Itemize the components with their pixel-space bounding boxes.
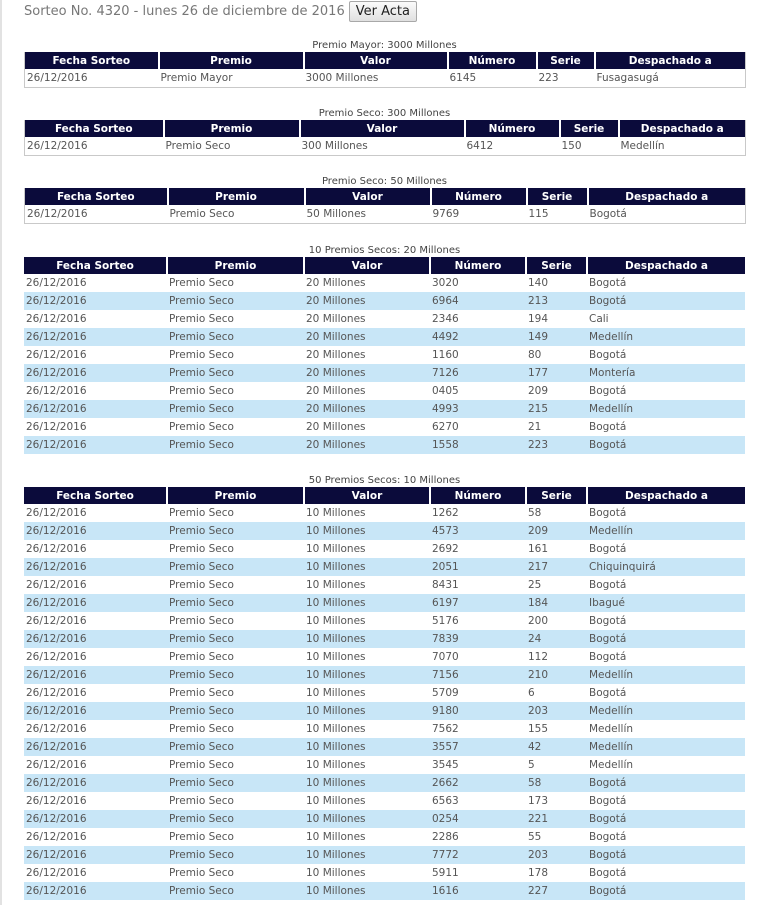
- table-cell: Bogotá: [587, 810, 745, 828]
- column-header: Premio: [159, 52, 304, 69]
- table-cell: 26/12/2016: [24, 810, 167, 828]
- table-cell: 10 Millones: [306, 579, 366, 591]
- table-row: [24, 882, 745, 900]
- table-row: [24, 558, 745, 576]
- table-row: [24, 540, 745, 558]
- table-cell: 2692: [432, 543, 459, 555]
- table-cell: 26/12/2016: [26, 543, 87, 555]
- table-cell: Premio Seco: [169, 421, 234, 433]
- prize-table: [24, 52, 746, 88]
- table-cell: 26/12/2016: [24, 666, 167, 684]
- column-header: Valor: [304, 52, 448, 69]
- table-cell: Premio Seco: [167, 630, 304, 648]
- table-cell: Premio Seco: [169, 759, 234, 771]
- table-row: [24, 310, 745, 328]
- table-cell: 2346: [432, 313, 459, 325]
- prize-table: [24, 188, 746, 224]
- table-row: [24, 274, 745, 292]
- table-cell: Bogotá: [589, 615, 627, 627]
- table-cell: 3020: [432, 277, 459, 289]
- table-row: [24, 292, 745, 310]
- table-row: [24, 436, 745, 454]
- table-cell: 1262: [432, 507, 459, 519]
- table-cell: 2662: [430, 774, 526, 792]
- table-cell: 1616: [430, 882, 526, 900]
- table-cell: 10 Millones: [306, 615, 366, 627]
- table-cell: 7070: [432, 651, 459, 663]
- table-cell: 20 Millones: [304, 400, 430, 418]
- table-cell: 26/12/2016: [24, 558, 167, 576]
- table-cell: Premio Seco: [169, 651, 234, 663]
- table-cell: Premio Seco: [167, 810, 304, 828]
- column-header: Serie: [537, 52, 595, 69]
- prize-section: [24, 175, 745, 224]
- table-cell: 6145: [449, 72, 477, 84]
- table-cell: 210: [526, 666, 587, 684]
- table-cell: 10 Millones: [304, 846, 430, 864]
- page-left-border: [0, 0, 2, 905]
- column-header: Valor: [304, 487, 430, 504]
- table-cell: 26/12/2016: [26, 507, 87, 519]
- section-caption: Premio Mayor: 3000 Millones: [312, 40, 457, 51]
- table-cell: Medellín: [587, 328, 745, 346]
- table-cell: 26/12/2016: [24, 522, 167, 540]
- table-cell: Bogotá: [587, 774, 745, 792]
- table-cell: 26/12/2016: [26, 421, 87, 433]
- table-row: [24, 774, 745, 792]
- table-cell: 26/12/2016: [24, 630, 167, 648]
- table-row: [24, 522, 745, 540]
- table-cell: 10 Millones: [306, 687, 366, 699]
- table-cell: 5709: [432, 687, 459, 699]
- table-cell: 25: [528, 579, 542, 591]
- table-cell: 58: [528, 507, 542, 519]
- table-row: [24, 418, 745, 436]
- column-header: Número: [431, 188, 527, 205]
- table-cell: 184: [526, 594, 587, 612]
- table-cell: 20 Millones: [306, 385, 366, 397]
- table-cell: Premio Seco: [169, 313, 234, 325]
- table-cell: 3557: [430, 738, 526, 756]
- table-cell: Premio Seco: [169, 543, 234, 555]
- table-cell: 209: [528, 385, 549, 397]
- prize-section: [24, 39, 745, 88]
- table-row: [24, 792, 745, 810]
- column-header: Despachado a: [588, 188, 746, 205]
- column-header: Fecha Sorteo: [25, 188, 168, 205]
- table-cell: Premio Seco: [167, 666, 304, 684]
- column-header: Premio: [168, 188, 305, 205]
- table-row: [24, 666, 745, 684]
- table-cell: 217: [526, 558, 587, 576]
- column-header: Fecha Sorteo: [25, 120, 164, 137]
- table-cell: 10 Millones: [304, 666, 430, 684]
- table-cell: Medellín: [587, 738, 745, 756]
- table-cell: Premio Seco: [169, 831, 234, 843]
- table-cell: Montería: [587, 364, 745, 382]
- table-row: [24, 612, 745, 630]
- table-cell: Premio Seco: [169, 277, 234, 289]
- table-row: [24, 382, 745, 400]
- draw-header: [24, 0, 417, 22]
- table-cell: 10 Millones: [306, 651, 366, 663]
- table-cell: Medellín: [589, 759, 634, 771]
- table-cell: Medellín: [587, 522, 745, 540]
- table-cell: Premio Seco: [169, 867, 234, 879]
- table-cell: 115: [528, 208, 549, 220]
- table-cell: 10 Millones: [306, 543, 366, 555]
- table-cell: Premio Seco: [165, 140, 231, 152]
- table-cell: 1160: [432, 349, 459, 361]
- table-cell: 26/12/2016: [24, 738, 167, 756]
- table-cell: 10 Millones: [304, 702, 430, 720]
- column-header: Serie: [527, 188, 588, 205]
- table-cell: Bogotá: [589, 208, 627, 220]
- table-cell: Premio Seco: [169, 385, 234, 397]
- table-cell: 80: [528, 349, 542, 361]
- table-cell: 26/12/2016: [24, 702, 167, 720]
- table-row: [24, 346, 745, 364]
- table-cell: 20 Millones: [304, 292, 430, 310]
- table-cell: 6: [528, 687, 535, 699]
- table-cell: 6412: [466, 140, 494, 152]
- table-cell: 20 Millones: [306, 421, 366, 433]
- table-row: [24, 828, 745, 846]
- table-row: [24, 364, 745, 382]
- table-row: [25, 205, 746, 224]
- ver-acta-button[interactable]: Ver Acta: [349, 1, 417, 22]
- prize-section: [24, 107, 745, 156]
- table-cell: Bogotá: [589, 277, 627, 289]
- table-cell: Premio Seco: [167, 738, 304, 756]
- table-cell: 8431: [432, 579, 459, 591]
- table-cell: 10 Millones: [304, 630, 430, 648]
- table-row: [24, 702, 745, 720]
- table-cell: 4573: [430, 522, 526, 540]
- table-row: [24, 328, 745, 346]
- table-cell: Premio Seco: [169, 687, 234, 699]
- table-cell: 2051: [430, 558, 526, 576]
- table-cell: 50 Millones: [306, 208, 367, 220]
- section-caption: 50 Premios Secos: 10 Millones: [308, 475, 461, 486]
- table-cell: Bogotá: [589, 795, 627, 807]
- table-cell: 7126: [430, 364, 526, 382]
- table-cell: 6270: [432, 421, 459, 433]
- column-header: Valor: [305, 188, 431, 205]
- table-cell: Premio Seco: [167, 292, 304, 310]
- table-cell: 3545: [432, 759, 459, 771]
- table-cell: Premio Seco: [167, 774, 304, 792]
- table-cell: 203: [526, 846, 587, 864]
- table-cell: 10 Millones: [306, 867, 366, 879]
- table-cell: 5176: [432, 615, 459, 627]
- column-header: Despachado a: [619, 120, 746, 137]
- table-cell: 20 Millones: [306, 313, 366, 325]
- table-cell: Premio Seco: [169, 579, 234, 591]
- table-cell: 26/12/2016: [26, 385, 87, 397]
- table-cell: Bogotá: [589, 867, 627, 879]
- table-cell: 26/12/2016: [24, 436, 167, 454]
- table-cell: Premio Seco: [169, 615, 234, 627]
- table-cell: 215: [526, 400, 587, 418]
- section-caption: Premio Seco: 300 Millones: [318, 108, 451, 119]
- table-cell: 3000 Millones: [305, 72, 379, 84]
- table-cell: 223: [538, 72, 559, 84]
- table-cell: 26/12/2016: [24, 364, 167, 382]
- table-row: [24, 756, 745, 774]
- table-cell: Bogotá: [587, 882, 745, 900]
- table-cell: Medellín: [620, 140, 665, 152]
- table-cell: 26/12/2016: [26, 759, 87, 771]
- table-cell: 0254: [430, 810, 526, 828]
- table-row: [24, 846, 745, 864]
- table-cell: Premio Seco: [169, 795, 234, 807]
- table-cell: 10 Millones: [306, 723, 366, 735]
- table-cell: 10 Millones: [304, 558, 430, 576]
- table-cell: 26/12/2016: [24, 292, 167, 310]
- table-cell: 0405: [432, 385, 459, 397]
- column-header: Despachado a: [595, 52, 746, 69]
- table-cell: 26/12/2016: [26, 831, 87, 843]
- table-cell: 42: [526, 738, 587, 756]
- table-header-row: [25, 52, 746, 69]
- table-row: [24, 864, 745, 882]
- table-cell: 10 Millones: [304, 774, 430, 792]
- column-header: Número: [448, 52, 537, 69]
- column-header: Premio: [164, 120, 300, 137]
- table-cell: Bogotá: [589, 507, 627, 519]
- table-cell: Premio Seco: [167, 882, 304, 900]
- table-cell: 1558: [430, 436, 526, 454]
- column-header: Despachado a: [587, 257, 745, 274]
- draw-title: Sorteo No. 4320 - lunes 26 de diciembre de 2016: [24, 3, 345, 19]
- table-cell: 112: [528, 651, 549, 663]
- table-cell: Premio Seco: [167, 594, 304, 612]
- table-header-row: [24, 487, 745, 504]
- table-cell: 55: [528, 831, 542, 843]
- column-header: Número: [465, 120, 560, 137]
- table-row: [24, 594, 745, 612]
- table-cell: Bogotá: [587, 846, 745, 864]
- table-cell: 10 Millones: [306, 795, 366, 807]
- table-cell: 194: [528, 313, 549, 325]
- table-cell: 7562: [432, 723, 459, 735]
- table-cell: 5: [528, 759, 535, 771]
- column-header: Despachado a: [587, 487, 745, 504]
- table-cell: Medellín: [589, 723, 634, 735]
- table-cell: 4492: [430, 328, 526, 346]
- table-cell: 26/12/2016: [24, 846, 167, 864]
- table-cell: 20 Millones: [304, 364, 430, 382]
- table-cell: 10 Millones: [304, 522, 430, 540]
- table-cell: Premio Seco: [167, 702, 304, 720]
- table-cell: 221: [526, 810, 587, 828]
- table-cell: 6197: [430, 594, 526, 612]
- column-header: Serie: [560, 120, 619, 137]
- table-cell: 200: [528, 615, 549, 627]
- table-cell: 10 Millones: [304, 882, 430, 900]
- table-cell: 7839: [430, 630, 526, 648]
- table-cell: 26/12/2016: [24, 774, 167, 792]
- prize-section: [24, 474, 745, 900]
- table-row: [24, 720, 745, 738]
- table-cell: Premio Seco: [169, 507, 234, 519]
- table-row: [24, 504, 745, 522]
- table-cell: 20 Millones: [306, 349, 366, 361]
- table-cell: 161: [528, 543, 549, 555]
- table-row: [25, 137, 746, 156]
- column-header: Premio: [167, 487, 304, 504]
- table-cell: Bogotá: [589, 349, 627, 361]
- table-cell: 155: [528, 723, 549, 735]
- table-cell: 227: [526, 882, 587, 900]
- table-cell: 6964: [430, 292, 526, 310]
- column-header: Serie: [526, 487, 587, 504]
- table-cell: 26/12/2016: [26, 723, 87, 735]
- table-cell: 4993: [430, 400, 526, 418]
- table-cell: 26/12/2016: [27, 208, 88, 220]
- column-header: Premio: [167, 257, 304, 274]
- table-cell: 20 Millones: [304, 436, 430, 454]
- table-cell: Bogotá: [589, 421, 627, 433]
- table-cell: Bogotá: [589, 543, 627, 555]
- prize-table: [24, 257, 745, 454]
- prize-table: [24, 487, 745, 900]
- table-cell: 26/12/2016: [26, 795, 87, 807]
- table-cell: Premio Seco: [169, 723, 234, 735]
- table-cell: Bogotá: [587, 436, 745, 454]
- table-cell: Cali: [589, 313, 609, 325]
- table-cell: Premio Seco: [167, 364, 304, 382]
- table-cell: Bogotá: [587, 630, 745, 648]
- table-cell: Medellín: [587, 666, 745, 684]
- table-cell: 26/12/2016: [27, 72, 88, 84]
- table-cell: 26/12/2016: [26, 867, 87, 879]
- table-cell: 21: [528, 421, 542, 433]
- table-cell: 9180: [430, 702, 526, 720]
- table-cell: Premio Seco: [167, 558, 304, 576]
- table-cell: Fusagasugá: [596, 72, 659, 84]
- prize-table: [24, 120, 746, 156]
- table-cell: 20 Millones: [306, 277, 366, 289]
- table-cell: 26/12/2016: [27, 140, 88, 152]
- table-cell: 10 Millones: [304, 810, 430, 828]
- table-cell: Bogotá: [589, 831, 627, 843]
- table-cell: 149: [526, 328, 587, 346]
- table-cell: Premio Seco: [167, 436, 304, 454]
- table-cell: Premio Seco: [169, 208, 235, 220]
- column-header: Fecha Sorteo: [24, 257, 167, 274]
- table-cell: 10 Millones: [306, 507, 366, 519]
- table-cell: 140: [528, 277, 549, 289]
- table-cell: 173: [528, 795, 549, 807]
- table-cell: 26/12/2016: [26, 277, 87, 289]
- table-cell: 213: [526, 292, 587, 310]
- table-cell: 26/12/2016: [26, 349, 87, 361]
- table-cell: 10 Millones: [306, 759, 366, 771]
- table-cell: 26/12/2016: [26, 579, 87, 591]
- table-cell: 26/12/2016: [26, 651, 87, 663]
- table-cell: 10 Millones: [304, 594, 430, 612]
- table-cell: 300 Millones: [301, 140, 368, 152]
- column-header: Número: [430, 487, 526, 504]
- table-cell: 7772: [430, 846, 526, 864]
- column-header: Fecha Sorteo: [24, 487, 167, 504]
- table-cell: 223: [526, 436, 587, 454]
- section-caption: 10 Premios Secos: 20 Millones: [308, 245, 461, 256]
- table-cell: 26/12/2016: [24, 594, 167, 612]
- table-cell: 10 Millones: [306, 831, 366, 843]
- table-cell: Premio Seco: [167, 846, 304, 864]
- table-cell: 177: [526, 364, 587, 382]
- table-cell: Bogotá: [589, 651, 627, 663]
- column-header: Valor: [304, 257, 430, 274]
- table-cell: Premio Seco: [167, 522, 304, 540]
- table-cell: Ibagué: [587, 594, 745, 612]
- table-cell: Bogotá: [589, 385, 627, 397]
- table-cell: Premio Seco: [167, 400, 304, 418]
- table-cell: Premio Seco: [169, 349, 234, 361]
- table-cell: Medellín: [587, 400, 745, 418]
- table-cell: 178: [528, 867, 549, 879]
- column-header: Número: [430, 257, 526, 274]
- table-cell: 58: [526, 774, 587, 792]
- section-caption: Premio Seco: 50 Millones: [321, 176, 448, 187]
- table-cell: 20 Millones: [304, 328, 430, 346]
- table-cell: Bogotá: [587, 292, 745, 310]
- table-cell: 26/12/2016: [24, 328, 167, 346]
- table-row: [24, 400, 745, 418]
- table-cell: Premio Seco: [167, 328, 304, 346]
- table-row: [24, 630, 745, 648]
- table-cell: 6563: [432, 795, 459, 807]
- table-cell: 209: [526, 522, 587, 540]
- table-cell: Premio Mayor: [160, 72, 233, 84]
- table-cell: 26/12/2016: [26, 615, 87, 627]
- table-cell: 203: [526, 702, 587, 720]
- table-cell: 150: [561, 140, 582, 152]
- prize-section: [24, 244, 745, 454]
- table-header-row: [25, 120, 746, 137]
- table-row: [24, 738, 745, 756]
- table-cell: 2286: [432, 831, 459, 843]
- column-header: Serie: [526, 257, 587, 274]
- column-header: Valor: [300, 120, 465, 137]
- table-header-row: [24, 257, 745, 274]
- table-row: [25, 69, 746, 88]
- table-cell: 9769: [432, 208, 460, 220]
- table-cell: 26/12/2016: [26, 313, 87, 325]
- table-cell: 10 Millones: [304, 738, 430, 756]
- table-header-row: [25, 188, 746, 205]
- table-row: [24, 648, 745, 666]
- table-cell: Bogotá: [589, 579, 627, 591]
- table-row: [24, 810, 745, 828]
- table-cell: 26/12/2016: [26, 687, 87, 699]
- table-cell: Bogotá: [589, 687, 627, 699]
- column-header: Fecha Sorteo: [25, 52, 159, 69]
- table-cell: Chiquinquirá: [587, 558, 745, 576]
- table-cell: 26/12/2016: [24, 882, 167, 900]
- table-row: [24, 684, 745, 702]
- table-cell: 24: [526, 630, 587, 648]
- table-row: [24, 576, 745, 594]
- table-cell: 5911: [432, 867, 459, 879]
- table-cell: Medellín: [587, 702, 745, 720]
- table-cell: 7156: [430, 666, 526, 684]
- table-cell: 26/12/2016: [24, 400, 167, 418]
